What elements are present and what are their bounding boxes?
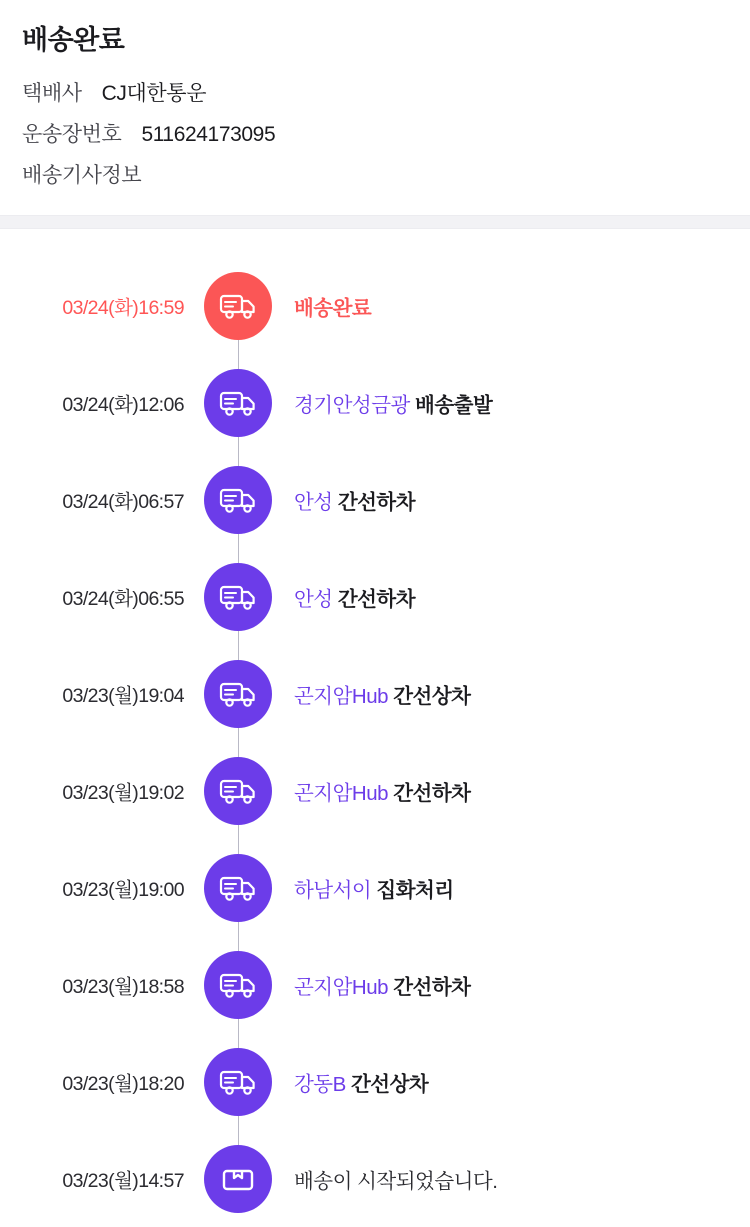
truck-icon: [204, 563, 272, 631]
timeline-event: [0, 354, 750, 451]
event-time: 03/23(월)19:00: [62, 878, 184, 901]
timeline-event: [0, 451, 750, 548]
page-title: 배송완료: [22, 25, 125, 55]
event-place: 강동B: [294, 1072, 346, 1096]
event-place: 곤지암Hub: [294, 781, 389, 805]
carrier-value: CJ대한통운: [101, 82, 207, 105]
truck-icon: [204, 272, 272, 340]
event-text: [272, 1067, 428, 1097]
event-time: 03/23(월)19:04: [62, 684, 184, 707]
timeline-event: [0, 548, 750, 645]
event-time: 03/23(월)19:02: [62, 781, 184, 804]
event-place: 안성: [294, 587, 333, 611]
event-action: 배송완료: [294, 296, 372, 320]
event-time: 03/23(월)18:20: [62, 1072, 184, 1095]
event-text: [272, 1164, 497, 1194]
timeline-event: [0, 645, 750, 742]
timeline-event: [0, 839, 750, 936]
event-time: 03/24(화)06:57: [62, 490, 184, 513]
timeline-event: [0, 936, 750, 1033]
event-place: 곤지암Hub: [294, 975, 389, 999]
event-text: [272, 485, 415, 515]
event-action: 간선하차: [393, 781, 471, 805]
tracking-timeline: [0, 229, 750, 1227]
driver-row[interactable]: [22, 159, 728, 189]
box-icon: [204, 1145, 272, 1213]
event-text: [272, 291, 371, 321]
event-place: 안성: [294, 490, 333, 514]
event-message: 배송이 시작되었습니다.: [294, 1169, 498, 1193]
event-text: [272, 776, 470, 806]
event-text: [272, 582, 415, 612]
event-action: 배송출발: [415, 393, 493, 417]
truck-icon: [204, 757, 272, 825]
event-action: 간선상차: [350, 1072, 429, 1096]
truck-icon: [204, 951, 272, 1019]
truck-icon: [204, 854, 272, 922]
timeline-event: [0, 1033, 750, 1130]
event-action: 간선하차: [337, 587, 416, 611]
event-place: 하남서이: [294, 878, 372, 902]
truck-icon: [204, 1048, 272, 1116]
event-time: 03/24(화)16:59: [62, 296, 184, 319]
event-time: 03/23(월)14:57: [62, 1169, 184, 1192]
event-time: 03/23(월)18:58: [62, 975, 184, 998]
event-action: 간선하차: [393, 975, 471, 999]
event-time: 03/24(화)12:06: [62, 393, 184, 416]
event-time: 03/24(화)06:55: [62, 587, 184, 610]
event-text: [272, 970, 470, 1000]
timeline-event: [0, 742, 750, 839]
event-action: 집화처리: [376, 878, 454, 902]
event-action: 간선상차: [393, 684, 471, 708]
shipment-header: [0, 0, 750, 215]
tracking-value: 511624173095: [141, 123, 276, 146]
event-place: 경기안성금광: [294, 393, 410, 417]
tracking-label: 운송장번호: [22, 123, 122, 146]
truck-icon: [204, 369, 272, 437]
tracking-row: [22, 118, 728, 148]
carrier-row: [22, 77, 728, 107]
timeline-event: [0, 257, 750, 354]
truck-icon: [204, 466, 272, 534]
event-text: [272, 679, 470, 709]
section-divider: [0, 215, 750, 229]
event-place: 곤지암Hub: [294, 684, 389, 708]
truck-icon: [204, 660, 272, 728]
event-text: [272, 388, 492, 418]
carrier-label: 택배사: [22, 82, 82, 105]
event-action: 간선하차: [337, 490, 416, 514]
driver-info-label: 배송기사정보: [22, 164, 142, 187]
timeline-event: [0, 1130, 750, 1227]
event-text: [272, 873, 454, 903]
